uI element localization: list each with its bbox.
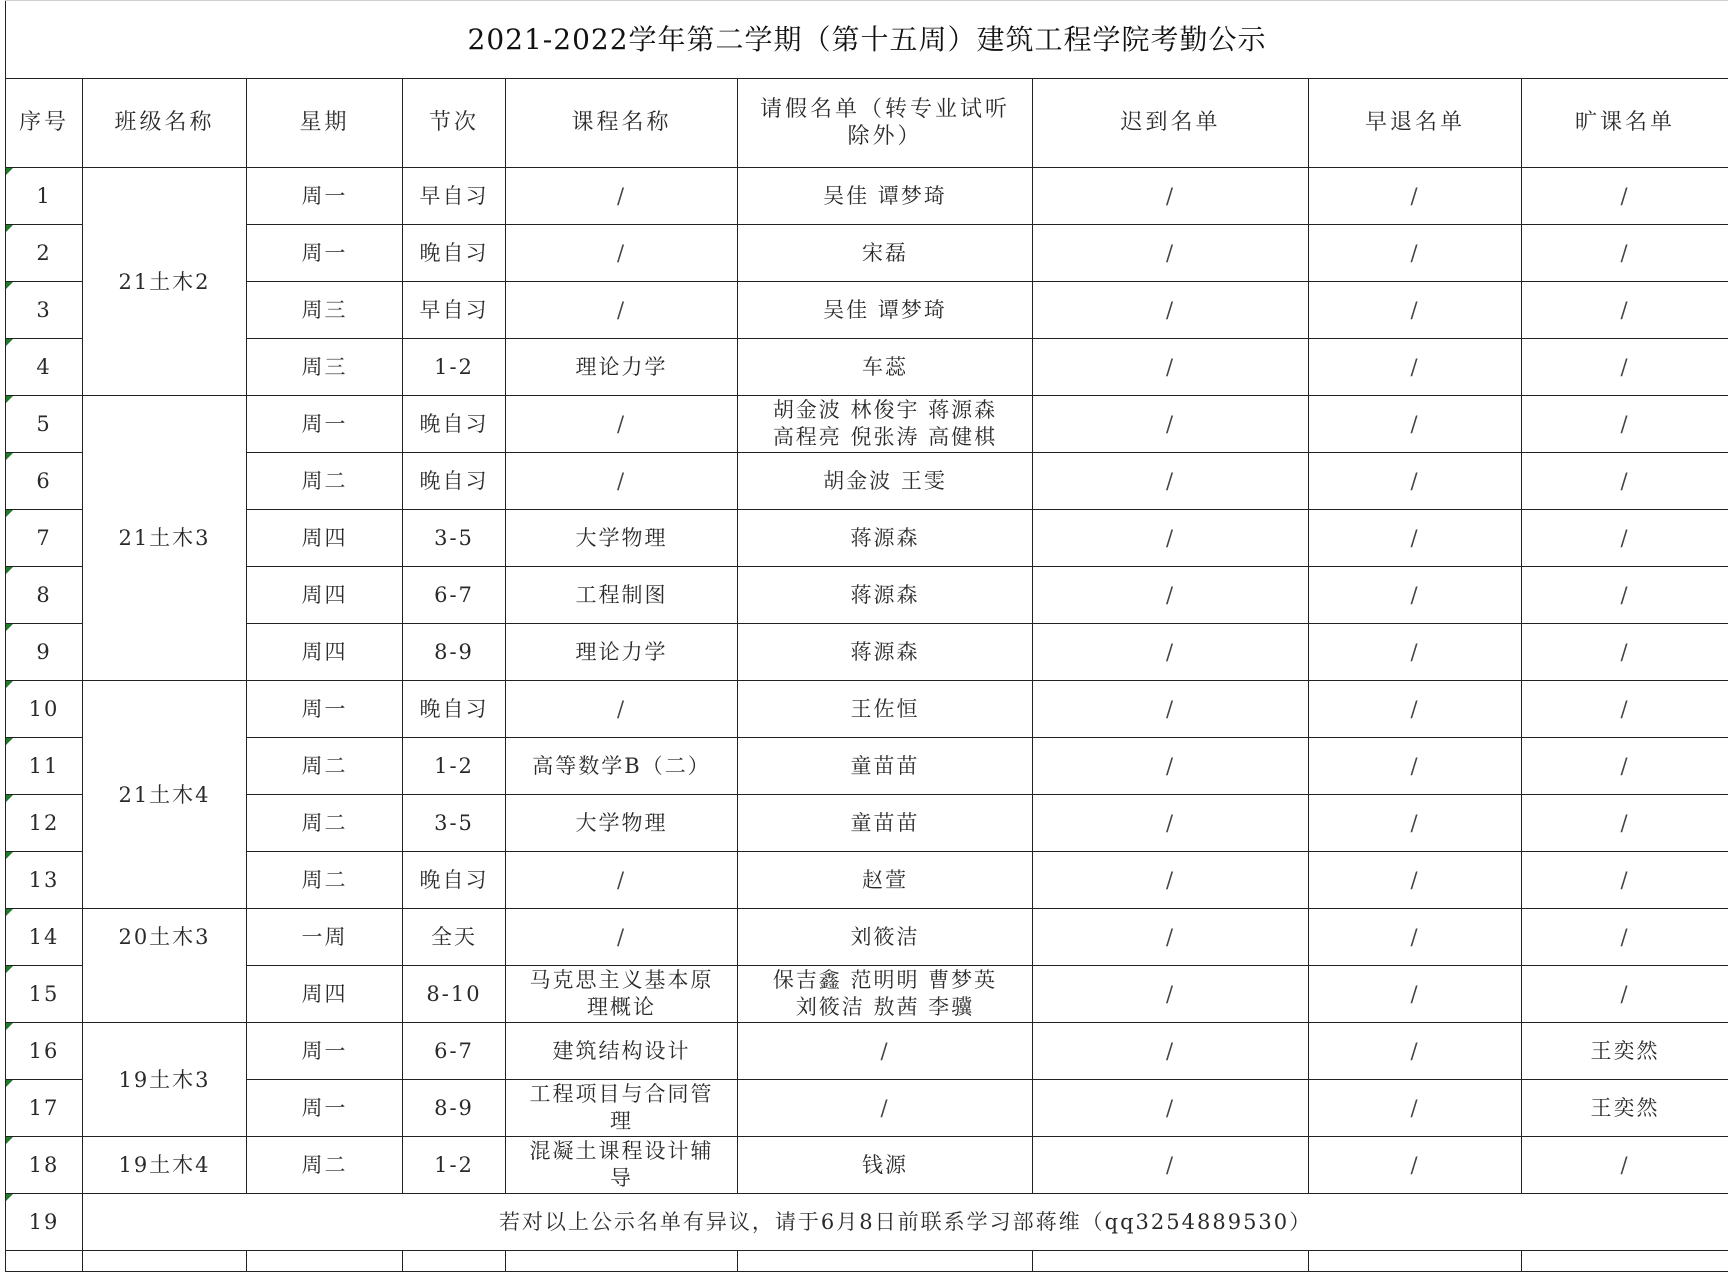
course-line: 工程项目与合同管 (510, 1081, 733, 1108)
absent-cell[interactable]: / (1522, 510, 1728, 567)
late-cell[interactable]: / (1033, 168, 1309, 225)
period-cell[interactable]: 1-2 (403, 738, 506, 795)
course-line: 理概论 (510, 994, 733, 1021)
absent-cell[interactable]: / (1522, 1137, 1728, 1194)
row-marker-icon (6, 966, 13, 973)
course-cell[interactable]: 理论力学 (506, 339, 738, 396)
leave-cell[interactable]: 胡金波 王雯 (738, 453, 1033, 510)
weekday-cell[interactable]: 周一 (247, 1023, 403, 1080)
objection-note[interactable]: 若对以上公示名单有异议，请于6月8日前联系学习部蒋维（qq3254889530） (83, 1194, 1728, 1251)
seq-cell[interactable] (6, 852, 83, 909)
late-cell[interactable]: / (1033, 738, 1309, 795)
row-marker-icon (6, 282, 13, 289)
row-marker-icon (6, 624, 13, 631)
absent-cell[interactable]: / (1522, 624, 1728, 681)
row-marker-icon (6, 1023, 13, 1030)
seq-cell[interactable] (6, 909, 83, 966)
table-row (6, 1137, 1728, 1194)
course-cell[interactable]: / (506, 225, 738, 282)
row-marker-icon (6, 510, 13, 517)
period-cell[interactable]: 8-9 (403, 1080, 506, 1137)
header-row (6, 79, 1728, 168)
table-row (6, 909, 1728, 966)
course-cell[interactable]: 高等数学B（二） (506, 738, 738, 795)
weekday-cell[interactable]: 周一 (247, 396, 403, 453)
seq-value: 4 (36, 355, 51, 379)
seq-cell[interactable] (6, 225, 83, 282)
early-leave-cell[interactable]: / (1309, 795, 1522, 852)
late-cell[interactable]: / (1033, 282, 1309, 339)
seq-cell[interactable] (6, 453, 83, 510)
course-cell[interactable]: 大学物理 (506, 795, 738, 852)
period-cell[interactable]: 早自习 (403, 168, 506, 225)
seq-cell[interactable] (6, 1137, 83, 1194)
early-leave-cell[interactable]: / (1309, 396, 1522, 453)
period-cell[interactable]: 6-7 (403, 1023, 506, 1080)
row-marker-icon (6, 225, 13, 232)
seq-cell[interactable] (6, 1080, 83, 1137)
header-late-list[interactable]: 迟到名单 (1033, 79, 1309, 168)
absent-cell[interactable]: / (1522, 567, 1728, 624)
table-row (6, 624, 1728, 681)
period-cell[interactable]: 1-2 (403, 339, 506, 396)
leave-cell[interactable] (738, 396, 1033, 453)
weekday-cell[interactable]: 周二 (247, 1137, 403, 1194)
leave-cell[interactable]: 刘筱洁 (738, 909, 1033, 966)
leave-cell[interactable]: 赵萱 (738, 852, 1033, 909)
empty-cell[interactable] (403, 1251, 506, 1272)
weekday-cell[interactable]: 周二 (247, 795, 403, 852)
leave-cell[interactable]: 童苗苗 (738, 795, 1033, 852)
leave-cell[interactable]: / (738, 1023, 1033, 1080)
seq-cell[interactable] (6, 396, 83, 453)
header-absent-list[interactable]: 旷课名单 (1522, 79, 1728, 168)
table-row (6, 852, 1728, 909)
leave-line: 胡金波 林俊宇 蒋源森 (742, 397, 1028, 424)
empty-cell[interactable] (738, 1251, 1033, 1272)
row-marker-icon (6, 168, 13, 175)
weekday-cell[interactable]: 周一 (247, 225, 403, 282)
empty-cell[interactable] (506, 1251, 738, 1272)
course-cell[interactable] (506, 1080, 738, 1137)
weekday-cell[interactable]: 周三 (247, 339, 403, 396)
seq-cell[interactable] (6, 567, 83, 624)
late-cell[interactable]: / (1033, 567, 1309, 624)
seq-value: 7 (36, 526, 51, 550)
course-cell[interactable]: / (506, 396, 738, 453)
header-leave-line1: 请假名单（转专业试听 (742, 96, 1028, 123)
early-leave-cell[interactable]: / (1309, 567, 1522, 624)
absent-cell[interactable]: / (1522, 225, 1728, 282)
late-cell[interactable]: / (1033, 795, 1309, 852)
weekday-cell[interactable]: 周四 (247, 567, 403, 624)
seq-value: 14 (29, 925, 60, 949)
table-row (6, 1023, 1728, 1080)
early-leave-cell[interactable]: / (1309, 909, 1522, 966)
leave-cell[interactable]: / (738, 1080, 1033, 1137)
seq-value: 6 (36, 469, 51, 493)
note-row (6, 1194, 1728, 1251)
course-cell[interactable]: 工程制图 (506, 567, 738, 624)
seq-cell[interactable] (6, 966, 83, 1023)
seq-cell[interactable] (6, 624, 83, 681)
table-row (6, 168, 1728, 225)
seq-value: 17 (29, 1096, 60, 1120)
title-row (6, 1, 1728, 79)
early-leave-cell[interactable]: / (1309, 1023, 1522, 1080)
row-marker-icon (6, 453, 13, 460)
early-leave-cell[interactable]: / (1309, 1137, 1522, 1194)
late-cell[interactable]: / (1033, 510, 1309, 567)
absent-cell[interactable]: / (1522, 738, 1728, 795)
empty-cell[interactable] (1033, 1251, 1309, 1272)
early-leave-cell[interactable]: / (1309, 738, 1522, 795)
course-cell[interactable]: / (506, 852, 738, 909)
seq-cell[interactable] (6, 282, 83, 339)
period-cell[interactable]: 3-5 (403, 795, 506, 852)
leave-cell[interactable] (738, 966, 1033, 1023)
period-cell[interactable]: 晚自习 (403, 681, 506, 738)
absent-cell[interactable]: / (1522, 966, 1728, 1023)
course-cell[interactable]: 大学物理 (506, 510, 738, 567)
header-weekday[interactable]: 星期 (247, 79, 403, 168)
row-marker-icon (6, 795, 13, 802)
weekday-cell[interactable]: 周四 (247, 624, 403, 681)
table-row (6, 225, 1728, 282)
seq-value: 3 (36, 298, 51, 322)
header-leave-line2: 除外） (742, 123, 1028, 150)
late-cell[interactable]: / (1033, 396, 1309, 453)
weekday-cell[interactable]: 周二 (247, 852, 403, 909)
class-name-cell[interactable]: 19土木4 (83, 1137, 247, 1194)
leave-cell[interactable]: 蒋源森 (738, 567, 1033, 624)
late-cell[interactable]: / (1033, 681, 1309, 738)
table-row (6, 738, 1728, 795)
empty-cell[interactable] (83, 1251, 247, 1272)
row-marker-icon (6, 1137, 13, 1144)
course-line: 理 (510, 1108, 733, 1135)
class-name-cell[interactable]: 21土木4 (83, 681, 247, 909)
course-line: 导 (510, 1165, 733, 1192)
absent-cell[interactable]: / (1522, 339, 1728, 396)
course-line: 混凝土课程设计辅 (510, 1138, 733, 1165)
seq-value: 2 (36, 241, 51, 265)
seq-cell[interactable] (6, 168, 83, 225)
seq-value: 9 (36, 640, 51, 664)
course-cell[interactable] (506, 1137, 738, 1194)
absent-cell[interactable]: / (1522, 396, 1728, 453)
header-course[interactable]: 课程名称 (506, 79, 738, 168)
seq-cell[interactable] (6, 738, 83, 795)
leave-line: 高程亮 倪张涛 高健棋 (742, 424, 1028, 451)
seq-cell[interactable] (6, 1023, 83, 1080)
period-cell[interactable]: 8-9 (403, 624, 506, 681)
period-cell[interactable]: 3-5 (403, 510, 506, 567)
late-cell[interactable]: / (1033, 339, 1309, 396)
early-leave-cell[interactable]: / (1309, 510, 1522, 567)
early-leave-cell[interactable]: / (1309, 852, 1522, 909)
row-marker-icon (6, 909, 13, 916)
course-cell[interactable]: 建筑结构设计 (506, 1023, 738, 1080)
weekday-cell[interactable]: 周一 (247, 681, 403, 738)
leave-cell[interactable]: 童苗苗 (738, 738, 1033, 795)
table-row (6, 510, 1728, 567)
table-row (6, 966, 1728, 1023)
row-marker-icon (6, 339, 13, 346)
class-name-cell[interactable]: 21土木2 (83, 168, 247, 396)
course-cell[interactable] (506, 966, 738, 1023)
table-row (6, 567, 1728, 624)
row-marker-icon (6, 1194, 13, 1201)
seq-value: 1 (36, 184, 51, 208)
period-cell[interactable]: 6-7 (403, 567, 506, 624)
course-cell[interactable]: / (506, 681, 738, 738)
period-cell[interactable]: 晚自习 (403, 852, 506, 909)
leave-cell[interactable]: 王佐恒 (738, 681, 1033, 738)
empty-cell[interactable] (247, 1251, 403, 1272)
period-cell[interactable]: 晚自习 (403, 225, 506, 282)
late-cell[interactable]: / (1033, 1023, 1309, 1080)
weekday-cell[interactable]: 周二 (247, 453, 403, 510)
seq-value: 11 (29, 754, 60, 778)
late-cell[interactable]: / (1033, 453, 1309, 510)
table-row (6, 681, 1728, 738)
attendance-table (5, 0, 1728, 1272)
late-cell[interactable]: / (1033, 852, 1309, 909)
seq-value: 19 (29, 1210, 60, 1234)
late-cell[interactable]: / (1033, 909, 1309, 966)
seq-cell[interactable] (6, 681, 83, 738)
header-class-name[interactable]: 班级名称 (83, 79, 247, 168)
seq-cell[interactable] (6, 795, 83, 852)
period-cell[interactable]: 1-2 (403, 1137, 506, 1194)
weekday-cell[interactable]: 周四 (247, 510, 403, 567)
absent-cell[interactable]: / (1522, 795, 1728, 852)
absent-cell[interactable]: 王奕然 (1522, 1080, 1728, 1137)
table-row (6, 396, 1728, 453)
row-marker-icon (6, 396, 13, 403)
sheet-title[interactable]: 2021-2022学年第二学期（第十五周）建筑工程学院考勤公示 (6, 1, 1728, 79)
class-name-cell[interactable]: 19土木3 (83, 1023, 247, 1137)
absent-cell[interactable]: / (1522, 681, 1728, 738)
early-leave-cell[interactable]: / (1309, 168, 1522, 225)
empty-cell[interactable] (1522, 1251, 1728, 1272)
early-leave-cell[interactable]: / (1309, 624, 1522, 681)
seq-cell[interactable] (6, 1194, 83, 1251)
weekday-cell[interactable]: 周一 (247, 1080, 403, 1137)
late-cell[interactable]: / (1033, 624, 1309, 681)
row-marker-icon (6, 681, 13, 688)
table-row (6, 339, 1728, 396)
seq-value: 13 (29, 868, 60, 892)
row-marker-icon (6, 852, 13, 859)
weekday-cell[interactable]: 一周 (247, 909, 403, 966)
empty-cell[interactable] (6, 1251, 83, 1272)
class-name-cell[interactable]: 20土木3 (83, 909, 247, 1023)
early-leave-cell[interactable]: / (1309, 339, 1522, 396)
early-leave-cell[interactable]: / (1309, 282, 1522, 339)
absent-cell[interactable]: / (1522, 282, 1728, 339)
absent-cell[interactable]: / (1522, 168, 1728, 225)
table-row (6, 282, 1728, 339)
seq-cell[interactable] (6, 510, 83, 567)
seq-value: 18 (29, 1153, 60, 1177)
weekday-cell[interactable]: 周三 (247, 282, 403, 339)
absent-cell[interactable]: 王奕然 (1522, 1023, 1728, 1080)
early-leave-cell[interactable]: / (1309, 453, 1522, 510)
absent-cell[interactable]: / (1522, 852, 1728, 909)
header-period[interactable]: 节次 (403, 79, 506, 168)
early-leave-cell[interactable]: / (1309, 225, 1522, 282)
class-name-cell[interactable]: 21土木3 (83, 396, 247, 681)
absent-cell[interactable]: / (1522, 909, 1728, 966)
course-cell[interactable]: / (506, 909, 738, 966)
header-early-leave-list[interactable]: 早退名单 (1309, 79, 1522, 168)
table-row (6, 1080, 1728, 1137)
late-cell[interactable]: / (1033, 1080, 1309, 1137)
header-leave-list[interactable] (738, 79, 1033, 168)
late-cell[interactable]: / (1033, 1137, 1309, 1194)
course-cell[interactable]: 理论力学 (506, 624, 738, 681)
course-cell[interactable]: / (506, 453, 738, 510)
row-marker-icon (6, 738, 13, 745)
weekday-cell[interactable]: 周一 (247, 168, 403, 225)
seq-value: 16 (29, 1039, 60, 1063)
row-marker-icon (6, 567, 13, 574)
seq-cell[interactable] (6, 339, 83, 396)
header-seq[interactable]: 序号 (6, 79, 83, 168)
early-leave-cell[interactable]: / (1309, 1080, 1522, 1137)
leave-cell[interactable]: 车蕊 (738, 339, 1033, 396)
early-leave-cell[interactable]: / (1309, 681, 1522, 738)
period-cell[interactable]: 晚自习 (403, 453, 506, 510)
seq-value: 12 (29, 811, 60, 835)
course-cell[interactable]: / (506, 282, 738, 339)
leave-cell[interactable]: 吴佳 谭梦琦 (738, 282, 1033, 339)
seq-value: 5 (36, 412, 51, 436)
leave-cell[interactable]: 宋磊 (738, 225, 1033, 282)
leave-cell[interactable]: 钱源 (738, 1137, 1033, 1194)
period-cell[interactable]: 全天 (403, 909, 506, 966)
empty-cell[interactable] (1309, 1251, 1522, 1272)
leave-cell[interactable]: 蒋源森 (738, 510, 1033, 567)
period-cell[interactable]: 8-10 (403, 966, 506, 1023)
empty-row (6, 1251, 1728, 1272)
course-line: 马克思主义基本原 (510, 967, 733, 994)
early-leave-cell[interactable]: / (1309, 966, 1522, 1023)
leave-line: 刘筱洁 敖茜 李骥 (742, 994, 1028, 1021)
table-row (6, 795, 1728, 852)
seq-value: 8 (36, 583, 51, 607)
leave-line: 保吉鑫 范明明 曹梦英 (742, 967, 1028, 994)
table-row (6, 453, 1728, 510)
late-cell[interactable]: / (1033, 966, 1309, 1023)
absent-cell[interactable]: / (1522, 453, 1728, 510)
period-cell[interactable]: 早自习 (403, 282, 506, 339)
leave-cell[interactable]: 吴佳 谭梦琦 (738, 168, 1033, 225)
weekday-cell[interactable]: 周二 (247, 738, 403, 795)
period-cell[interactable]: 晚自习 (403, 396, 506, 453)
course-cell[interactable]: / (506, 168, 738, 225)
seq-value: 15 (29, 982, 60, 1006)
late-cell[interactable]: / (1033, 225, 1309, 282)
leave-cell[interactable]: 蒋源森 (738, 624, 1033, 681)
weekday-cell[interactable]: 周四 (247, 966, 403, 1023)
seq-value: 10 (29, 697, 60, 721)
row-marker-icon (6, 1080, 13, 1087)
